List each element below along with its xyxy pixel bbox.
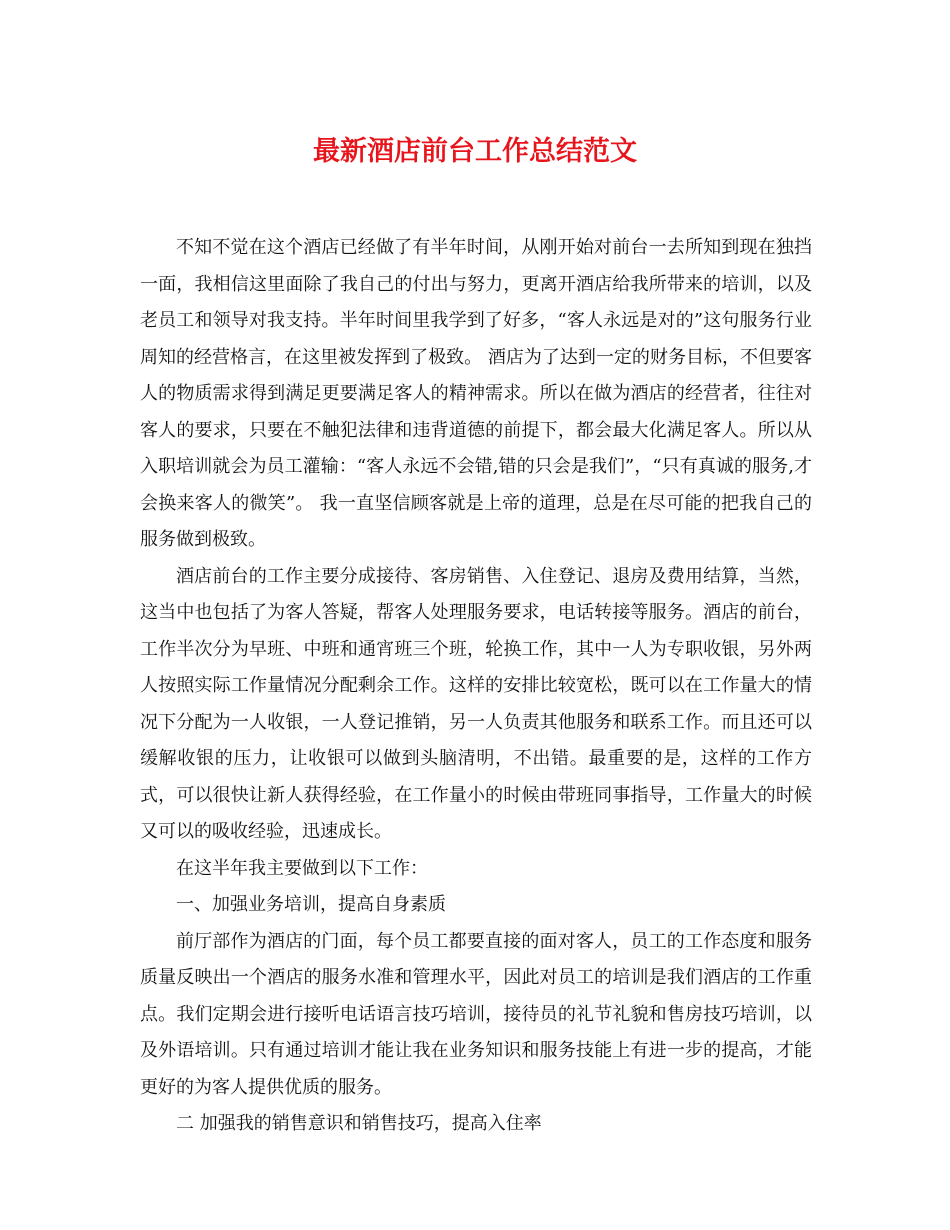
document-title: 最新酒店前台工作总结范文 (313, 136, 637, 167)
paragraph: 酒店前台的工作主要分成接待、客房销售、入住登记、退房及费用结算，当然，这当中也包括了为客人答疑，帮客人处理服务要求，电话转接等服务。酒店的前台，工作半次分为早班、中班和通宵班三个班，轮换工作，其中一人为专职收银，另外两人按照实际工作量情况分配剩余工作。这样的安排比较宽松，既可以在工作量大的情况下分配为一人收银，一人登记推销，另一人负责其他服务和联系工作。而且还可以缓解收银的压力，让收银可以做到头脑清明，不出错。最重要的是，这样的工作方式，可以很快让新人获得经验，在工作量小的时候由带班同事指导，工作量大的时候又可以的吸收经验，迅速成长。 (140, 565, 812, 842)
document-body (140, 230, 812, 1143)
section-heading: 一、加强业务培训，提高自身素质 (176, 894, 446, 915)
section-heading: 二 加强我的销售意识和销售技巧，提高入住率 (176, 1113, 542, 1134)
paragraph: 在这半年我主要做到以下工作： (176, 857, 428, 879)
paragraph: 前厅部作为酒店的门面，每个员工都要直接的面对客人，员工的工作态度和服务质量反映出一个酒店的服务水准和管理水平，因此对员工的培训是我们酒店的工作重点。我们定期会进行接听电话语言技巧培训，接待员的礼节礼貌和售房技巧培训，以及外语培训。只有通过培训才能让我在业务知识和服务技能上有进一步的提高，才能更好的为客人提供优质的服务。 (140, 930, 812, 1098)
paragraph: 不知不觉在这个酒店已经做了有半年时间，从刚开始对前台一去所知到现在独挡一面，我相信这里面除了我自己的付出与努力，更离开酒店给我所带来的培训，以及老员工和领导对我支持。半年时间里我学到了好多，“客人永远是对的”这句服务行业周知的经营格言，在这里被发挥到了极致。 酒店为了达到一定的财务目标，不但要客人的物质需求得到满足更要满足客人的精神需求。所以在做为酒店的经营者，往往对客人的要求，只要在不触犯法律和违背道德的前提下，都会最大化满足客人。所以从入职培训就会为员工灌输：“客人永远不会错,错的只会是我们”，“只有真诚的服务,才会换来客人的微笑”。 我一直坚信顾客就是上帝的道理，总是在尽可能的把我自己的服务做到极致。 (140, 237, 812, 550)
